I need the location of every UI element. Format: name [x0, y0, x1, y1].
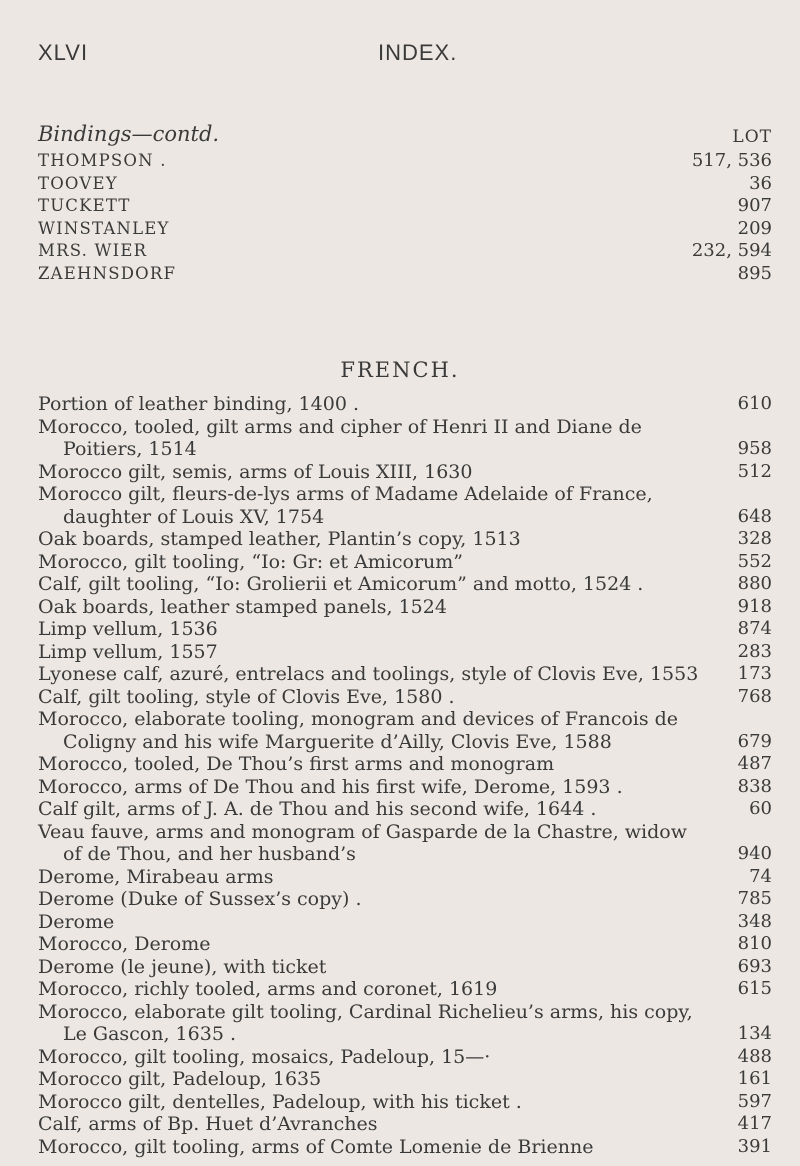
entry-text: MRS. WIER [38, 241, 148, 260]
entry-text: ZAEHNSDORF [38, 263, 177, 283]
lot-number: 907 [737, 195, 772, 216]
index-line [38, 573, 772, 596]
entry-text: Calf, gilt tooling, “Io: Grolierii et Amicorum” and motto, 1524 . [38, 573, 644, 595]
index-line [38, 956, 772, 979]
lot-number: 810 [737, 933, 772, 954]
lot-number: 940 [737, 843, 772, 864]
lot-number: 615 [737, 978, 772, 999]
entry-text: Morocco gilt, dentelles, Padeloup, with his ticket . [38, 1090, 522, 1113]
index-line [38, 753, 772, 776]
french-bindings-list [38, 393, 772, 1158]
entry-text: Oak boards, leather stamped panels, 1524 [38, 595, 447, 618]
index-line [38, 416, 772, 439]
entry-text: Limp vellum, 1557 [38, 640, 218, 663]
index-line [38, 978, 772, 1001]
entry-text: Morocco, gilt tooling, “Io: Gr: et Amicorum” [38, 550, 464, 573]
index-line [38, 551, 772, 574]
index-line [38, 641, 772, 664]
index-line [38, 1068, 772, 1091]
page-number: XLVI [38, 40, 89, 65]
entry-text: WINSTANLEY [38, 218, 170, 238]
lot-number: 874 [737, 618, 772, 639]
lot-number: 648 [737, 505, 772, 527]
lot-number: 679 [737, 730, 772, 752]
index-line [38, 731, 772, 754]
lot-number: 283 [737, 640, 772, 662]
entry-text: TOOVEY [38, 173, 118, 193]
index-line [38, 528, 772, 551]
index-line [38, 866, 772, 889]
entry-text: Morocco gilt, Padeloup, 1635 [38, 1068, 322, 1090]
lot-number: 209 [737, 217, 772, 239]
section-title: Bindings—contd. [38, 122, 220, 146]
lot-number: 417 [737, 1113, 772, 1134]
index-line [38, 708, 772, 731]
index-line [38, 195, 772, 218]
entry-text: Morocco, Derome [38, 933, 211, 955]
lot-number: 74 [749, 865, 772, 887]
running-title: INDEX. [378, 40, 458, 65]
entry-text: Derome (le jeune), with ticket [38, 955, 327, 978]
entry-text: Limp vellum, 1536 [38, 618, 218, 640]
index-line [38, 776, 772, 799]
lot-number: 693 [737, 955, 772, 977]
entry-text: TUCKETT [38, 196, 131, 215]
entry-text: Morocco, elaborate tooling, monogram and devices of Francois de [38, 708, 679, 730]
running-head [38, 40, 758, 80]
index-line [38, 483, 772, 506]
entry-text: Derome, Mirabeau arms [38, 865, 274, 888]
lot-number: 512 [737, 460, 772, 482]
index-line [38, 821, 772, 844]
lot-number: 348 [737, 910, 772, 932]
index-line [38, 843, 772, 866]
index-line [38, 888, 772, 911]
index-line [38, 173, 772, 196]
index-line [38, 1113, 772, 1136]
entry-text: Morocco, tooled, gilt arms and cipher of Henri II and Diane de [38, 415, 642, 438]
entry-text: Coligny and his wife Marguerite d’Ailly, Clovis Eve, 1588 [63, 730, 612, 753]
lot-number: 328 [737, 528, 772, 549]
lot-number: 958 [737, 438, 772, 459]
entry-text: Portion of leather binding, 1400 . [38, 393, 359, 415]
entry-text: Morocco, gilt tooling, arms of Comte Lomenie de Brienne [38, 1135, 594, 1158]
entry-text: Morocco gilt, fleurs-de-lys arms of Madame Adelaide of France, [38, 483, 653, 505]
index-line [38, 1023, 772, 1046]
lot-number: 768 [737, 685, 772, 707]
index-line [38, 663, 772, 686]
lot-number: 785 [737, 888, 772, 909]
lot-number: 36 [749, 172, 772, 194]
french-heading: FRENCH. [340, 358, 460, 382]
entry-text: Morocco, gilt tooling, mosaics, Padeloup, 15—· [38, 1045, 491, 1068]
lot-number: 895 [737, 262, 772, 284]
lot-number: 487 [737, 753, 772, 774]
index-line [38, 1136, 772, 1159]
index-line [38, 506, 772, 529]
lot-number: 838 [737, 775, 772, 797]
lot-number: 597 [737, 1090, 772, 1112]
entry-text: of de Thou, and her husband’s [63, 843, 356, 865]
lot-number: 880 [737, 573, 772, 594]
entry-text: Poitiers, 1514 [63, 438, 197, 460]
lot-number: 552 [737, 550, 772, 572]
index-line [38, 1091, 772, 1114]
entry-text: THOMPSON . [38, 151, 167, 170]
index-line [38, 596, 772, 619]
entry-text: Derome (Duke of Sussex’s copy) . [38, 888, 362, 910]
index-line [38, 240, 772, 263]
index-line [38, 438, 772, 461]
entry-text: Lyonese calf, azuré, entrelacs and toolings, style of Clovis Eve, 1553 [38, 663, 699, 685]
index-line [38, 461, 772, 484]
lot-column-header: LOT [732, 127, 772, 147]
index-line [38, 393, 772, 416]
lot-number: 232, 594 [691, 240, 772, 261]
lot-number: 60 [749, 798, 772, 819]
entry-text: Morocco, richly tooled, arms and coronet, 1619 [38, 978, 498, 1000]
lot-number: 488 [737, 1045, 772, 1067]
entry-text: Derome [38, 910, 115, 933]
entry-text: Oak boards, stamped leather, Plantin’s copy, 1513 [38, 528, 521, 550]
entry-text: Morocco, elaborate gilt tooling, Cardinal Richelieu’s arms, his copy, [38, 1000, 693, 1023]
index-line [38, 1001, 772, 1024]
index-line [38, 933, 772, 956]
lot-number: 918 [737, 595, 772, 617]
index-line [38, 1046, 772, 1069]
entry-text: Le Gascon, 1635 . [63, 1023, 236, 1045]
lot-number: 134 [737, 1023, 772, 1044]
entry-text: Veau fauve, arms and monogram of Gasparde de la Chastre, widow [38, 820, 687, 843]
index-line [38, 798, 772, 821]
index-line [38, 263, 772, 286]
lot-number: 161 [737, 1068, 772, 1089]
index-line [38, 150, 772, 173]
entry-text: Morocco, arms of De Thou and his first wife, Derome, 1593 . [38, 775, 623, 798]
lot-number: 173 [737, 663, 772, 684]
lot-number: 610 [737, 393, 772, 414]
entry-text: Morocco, tooled, De Thou’s first arms and monogram [38, 753, 555, 775]
entry-text: Calf, arms of Bp. Huet d’Avranches [38, 1113, 378, 1135]
entry-text: Calf, gilt tooling, style of Clovis Eve, 1580 . [38, 685, 455, 708]
lot-number: 391 [737, 1135, 772, 1157]
entry-text: daughter of Louis XV, 1754 [63, 505, 325, 528]
entry-text: Calf gilt, arms of J. A. de Thou and his second wife, 1644 . [38, 798, 597, 820]
english-binders-list [38, 150, 772, 285]
lot-number: 517, 536 [691, 150, 772, 171]
entry-text: Morocco gilt, semis, arms of Louis XIII, 1630 [38, 460, 473, 483]
index-line [38, 686, 772, 709]
index-line [38, 911, 772, 934]
index-line [38, 618, 772, 641]
index-line [38, 218, 772, 241]
